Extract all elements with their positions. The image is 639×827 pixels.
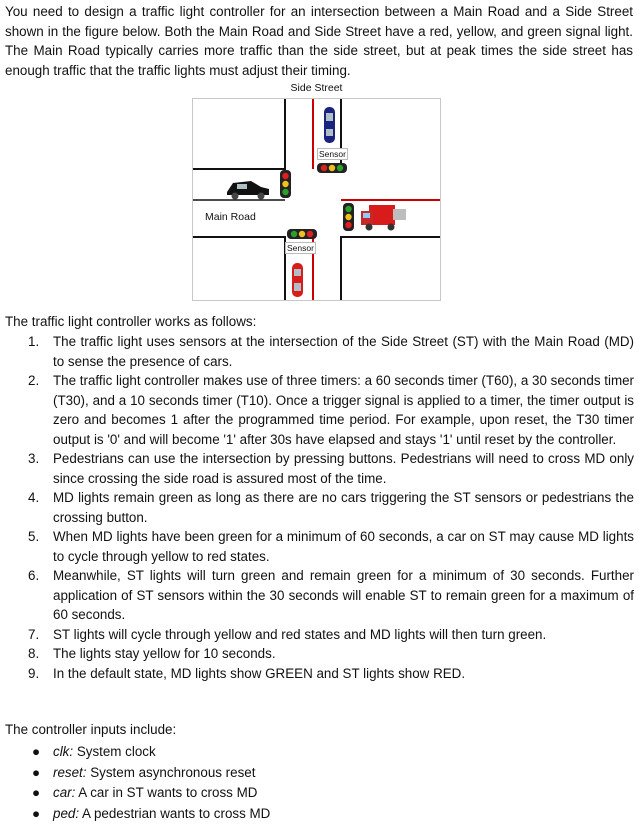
blue-car-icon xyxy=(324,107,335,143)
input-name: reset: xyxy=(53,764,87,780)
inputs-list xyxy=(0,742,270,824)
list-number: 6. xyxy=(28,568,40,583)
list-item xyxy=(0,625,634,645)
list-item-text: The traffic light uses sensors at the intersection of the Side Street (ST) with the Main Road (MD) to sense the presence of cars. xyxy=(53,334,634,369)
road-edge-bottom-left xyxy=(193,237,285,300)
list-item xyxy=(0,742,270,763)
list-number: 7. xyxy=(28,626,40,642)
input-desc: System asynchronous reset xyxy=(86,764,256,780)
list-item-text: Meanwhile, ST lights will turn green and remain green for a minimum of 30 seconds. Further application of ST sensors within the 30 seconds will enable ST to remain green for a maximum of 60 seconds. xyxy=(53,568,634,622)
list-item xyxy=(0,332,634,371)
list-number: 2. xyxy=(28,373,40,388)
top-traffic-light-icon xyxy=(317,163,347,173)
input-desc: System clock xyxy=(73,744,156,759)
intro-paragraph: You need to design a traffic light controller for an intersection between a Main Road and a Side Street shown in the figure below. Both the Main Road and Side Street have a red, yellow, and green signal light. The Main Road typically carries more traffic than the side street, but at peak times the side street has enough traffic that the traffic lights must adjust their timing. xyxy=(5,4,633,78)
list-number: 1. xyxy=(28,334,40,349)
intersection-figure xyxy=(192,98,441,301)
list-item-text: The traffic light controller makes use of three timers: a 60 seconds timer (T60), a 30 seconds timer (T30), and a 10 seconds timer (T10). Once a trigger signal is applied to a timer, the timer output is zero and becomes 1 after the programmed time period. For example, upon reset, the T30 timer output is '0' and will become '1' after 30s have elapsed and stays '1' until reset by the controller. xyxy=(53,373,635,447)
inputs-heading: The controller inputs include: xyxy=(5,722,177,737)
list-item xyxy=(0,664,634,684)
red-car-icon xyxy=(292,263,303,297)
black-car-icon xyxy=(227,181,269,200)
bottom-traffic-light-icon xyxy=(287,229,317,239)
list-item xyxy=(0,449,634,488)
road-edge-top-left xyxy=(193,99,285,169)
list-item xyxy=(0,763,270,784)
input-name: ped: xyxy=(53,805,80,821)
list-item xyxy=(0,804,270,825)
list-item xyxy=(0,566,634,625)
list-item-text: When MD lights have been green for a minimum of 60 seconds, a car on ST may cause MD lights to cycle through yellow to red states. xyxy=(53,529,634,564)
side-street-label: Side Street xyxy=(290,82,343,94)
bullet-icon: ● xyxy=(32,744,41,759)
red-truck-icon xyxy=(361,205,406,231)
bullet-icon: ● xyxy=(32,764,41,780)
list-number: 4. xyxy=(28,490,40,505)
list-item xyxy=(0,644,634,664)
bullet-icon: ● xyxy=(32,805,41,821)
input-desc: A car in ST wants to cross MD xyxy=(75,785,258,800)
left-traffic-light-icon xyxy=(280,170,291,198)
main-road-label: Main Road xyxy=(205,211,256,223)
list-number: 5. xyxy=(28,529,40,544)
input-name: car: xyxy=(53,785,76,800)
list-item xyxy=(0,783,270,804)
sensor-label-bottom: Sensor xyxy=(287,243,314,253)
list-number: 9. xyxy=(28,665,40,681)
input-desc: A pedestrian wants to cross MD xyxy=(79,805,271,821)
works-heading: The traffic light controller works as follows: xyxy=(5,314,257,329)
input-name: clk: xyxy=(53,744,74,759)
rules-list xyxy=(0,332,634,683)
right-traffic-light-icon xyxy=(343,203,354,231)
list-number: 3. xyxy=(28,451,40,466)
list-item-text: The lights stay yellow for 10 seconds. xyxy=(53,646,276,661)
road-edge-bottom-right xyxy=(341,237,440,300)
sensor-label-top: Sensor xyxy=(319,149,346,159)
intersection-diagram xyxy=(193,99,440,300)
list-number: 8. xyxy=(28,646,40,661)
list-item xyxy=(0,488,634,527)
list-item-text: MD lights remain green as long as there are no cars triggering the ST sensors or pedestrians the crossing button. xyxy=(53,490,634,525)
list-item-text: Pedestrians can use the intersection by pressing buttons. Pedestrians will need to cross MD only since crossing the side road is assured most of the time. xyxy=(53,451,634,486)
list-item xyxy=(0,371,634,449)
list-item-text: ST lights will cycle through yellow and red states and MD lights will then turn green. xyxy=(53,626,547,642)
list-item xyxy=(0,527,634,566)
list-item-text: In the default state, MD lights show GREEN and ST lights show RED. xyxy=(53,665,466,681)
bullet-icon: ● xyxy=(32,785,41,800)
